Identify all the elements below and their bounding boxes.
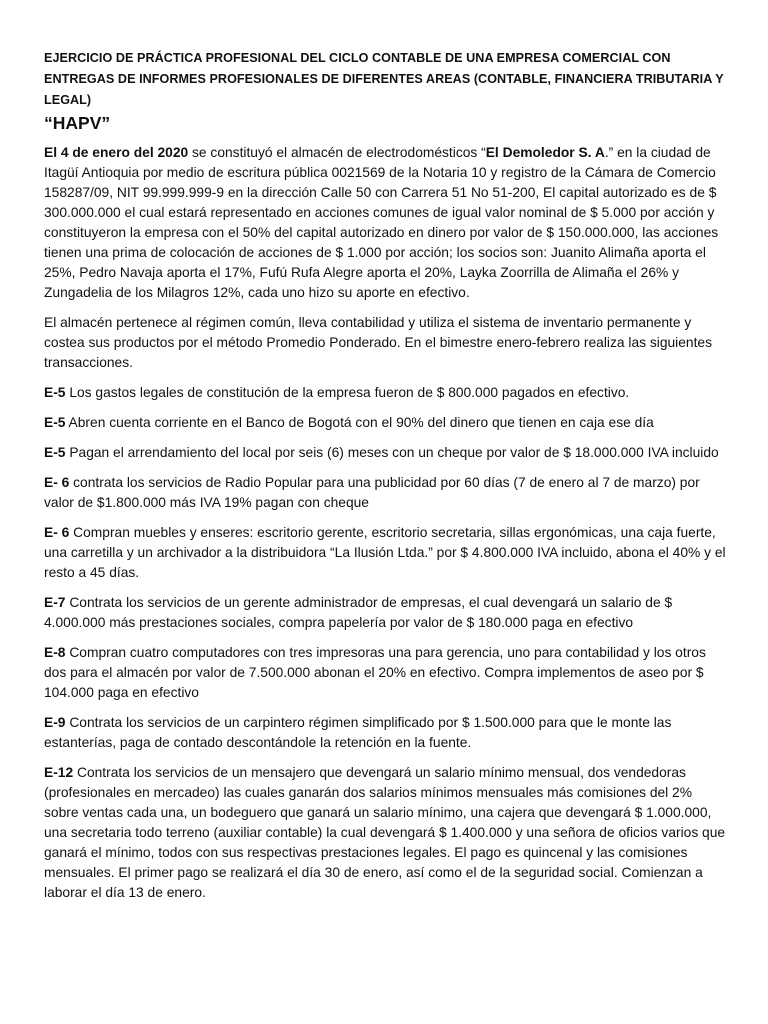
transaction-text: contrata los servicios de Radio Popular para una publicidad por 60 días (7 de enero al 7 de marzo) por valor de $1.800.000 más IVA 19% pagan con cheque <box>44 475 700 510</box>
transaction-label: E-12 <box>44 765 74 780</box>
transaction-label: E-8 <box>44 645 66 660</box>
transaction-text: Contrata los servicios de un gerente administrador de empresas, el cual devengará un salario de $ 4.000.000 más prestaciones sociales, compra papelería por valor de $ 180.000 paga en efectivo <box>44 595 673 630</box>
transaction-item <box>44 643 726 703</box>
transaction-item <box>44 713 726 753</box>
transaction-text: Compran muebles y enseres: escritorio gerente, escritorio secretaria, sillas ergonómicas, una caja fuerte, una carretilla y un archivador a la distribuidora “La Ilusión Ltda.” por $ 4.800.000 IVA incluido, abona el 40% y el resto a 45 días. <box>44 525 726 580</box>
transaction-item <box>44 523 726 583</box>
intro-text-2: .” en la ciudad de Itagüí Antioquia por medio de escritura pública 0021569 de la Notaria 10 y registro de la Cámara de Comercio 158287/09, NIT 99.999.999-9 en la dirección Calle 50 con Carrera 51 No 51-200, El capital autorizado es de $ 300.000.000 el cual estará representado en acciones comunes de igual valor nominal de $ 5.000 por acción y constituyeron la empresa con el 50% del capital autorizado en dinero por valor de $ 150.000.000, las acciones tienen una prima de colocación de acciones de $ 1.000 por acción; los socios son: Juanito Alimaña aporta el 25%, Pedro Navaja aporta el 17%, Fufú Rufa Alegre aporta el 20%, Layka Zoorrilla de Alimaña el 26% y Zungadelia de los Milagros 12%, cada uno hizo su aporte en efectivo. <box>44 145 719 300</box>
transaction-text: Abren cuenta corriente en el Banco de Bogotá con el 90% del dinero que tienen en caja ese día <box>65 415 654 430</box>
document-subtitle: “HAPV” <box>44 113 111 133</box>
transaction-item <box>44 593 726 633</box>
transaction-text: Contrata los servicios de un carpintero régimen simplificado por $ 1.500.000 para que le monte las estanterías, paga de contado descontándole la retención en la fuente. <box>44 715 672 750</box>
transaction-label: E-9 <box>44 715 66 730</box>
transaction-text: Los gastos legales de constitución de la empresa fueron de $ 800.000 pagados en efectivo. <box>65 385 630 400</box>
transaction-item <box>44 443 726 463</box>
transaction-label: E-7 <box>44 595 66 610</box>
intro-paragraph <box>44 143 726 303</box>
transaction-label: E- 6 <box>44 475 70 490</box>
transaction-text: Pagan el arrendamiento del local por seis (6) meses con un cheque por valor de $ 18.000.000 IVA incluido <box>65 445 719 460</box>
transaction-item <box>44 473 726 513</box>
transaction-item <box>44 413 726 433</box>
document-page <box>44 48 726 913</box>
transaction-text: Compran cuatro computadores con tres impresoras una para gerencia, uno para contabilidad y los otros dos para el almacén por valor de 7.500.000 abonan el 20% en efectivo. Compra implementos de aseo por $ 104.000 paga en efectivo <box>44 645 706 700</box>
transaction-item <box>44 763 726 903</box>
document-heading: EJERCICIO DE PRÁCTICA PROFESIONAL DEL CICLO CONTABLE DE UNA EMPRESA COMERCIAL CON ENTREGAS DE INFORMES PROFESIONALES DE DIFERENTES AREAS (CONTABLE, FINANCIERA TRIBUTARIA Y LEGAL) <box>44 51 724 107</box>
transaction-label: E-5 <box>44 445 66 460</box>
intro-date: El 4 de enero del 2020 <box>44 145 189 160</box>
company-name: El Demoledor S. A <box>485 145 605 160</box>
transaction-label: E-5 <box>44 385 66 400</box>
transaction-text: Contrata los servicios de un mensajero que devengará un salario mínimo mensual, dos vendedoras (profesionales en mercadeo) las cuales ganarán dos salarios mínimos mensuales más comisiones del 2% sobre ventas cada una, un bodeguero que ganará un salario mínimo, una cajera que devengará $ 1.000.000, una secretaria todo terreno (auxiliar contable) la cual devengará $ 1.400.000 y una señora de oficios varios que ganará el mínimo, todos con sus respectivas prestaciones legales. El pago es quincenal y las comisiones mensuales. El primer pago se realizará el día 30 de enero, así como el de la seguridad social. Comienzan a laborar el día 13 de enero. <box>44 765 726 900</box>
regime-paragraph: El almacén pertenece al régimen común, lleva contabilidad y utiliza el sistema de inventario permanente y costea sus productos por el método Promedio Ponderado. En el bimestre enero-febrero realiza las siguientes transacciones. <box>44 315 712 370</box>
transaction-label: E- 6 <box>44 525 70 540</box>
intro-text-1: se constituyó el almacén de electrodomésticos “ <box>188 145 486 160</box>
transaction-item <box>44 383 726 403</box>
transaction-label: E-5 <box>44 415 66 430</box>
